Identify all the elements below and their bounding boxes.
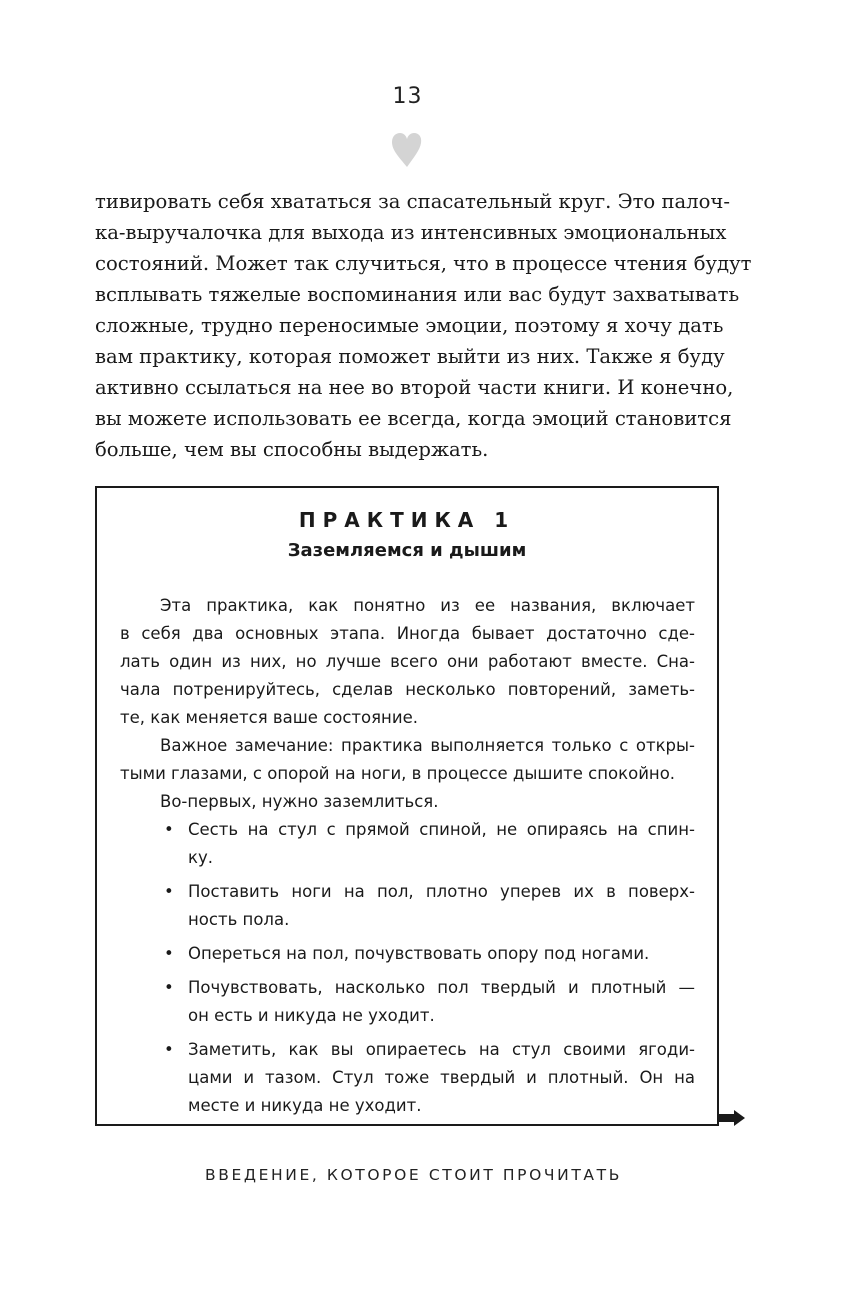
bullet-item: • Сесть на стул с прямой спиной, не опираясь на спин- [120, 816, 695, 844]
body-line: сложные, трудно переносимые эмоции, поэтому я хочу дать [95, 314, 724, 337]
bullet-item-continuation: ность пола. [188, 910, 290, 929]
page-number: 13 [392, 84, 423, 109]
bullet-item: • Опереться на пол, почувствовать опору под ногами. [120, 940, 695, 968]
body-line: больше, чем вы способны выдержать. [95, 438, 489, 461]
body-line: состояний. Может так случиться, что в процессе чтения будут [95, 252, 752, 275]
body-line: вам практику, которая поможет выйти из них. Также я буду [95, 345, 725, 368]
practice-intro-line: чала потренируйтесь, сделав несколько повторений, заметь- [120, 680, 695, 699]
body-line: активно ссылаться на нее во второй части книги. И конечно, [95, 376, 734, 399]
body-line: ка-выручалочка для выхода из интенсивных эмоциональных [95, 221, 727, 244]
practice-subtitle: Заземляемся и дышим [287, 540, 527, 561]
practice-step-intro: Во-первых, нужно заземлиться. [160, 792, 439, 811]
practice-body [120, 592, 695, 1120]
running-footer: ВВЕДЕНИЕ, КОТОРОЕ СТОИТ ПРОЧИТАТЬ [205, 1166, 622, 1184]
bullet-item: • Поставить ноги на пол, плотно уперев их в поверх- [120, 878, 695, 906]
practice-intro-line: те, как меняется ваше состояние. [120, 708, 418, 727]
body-line: вы можете использовать ее всегда, когда эмоций становится [95, 407, 732, 430]
bullet-item: • Почувствовать, насколько пол твердый и плотный — [120, 974, 695, 1002]
practice-intro-line: лать один из них, но лучше всего они работают вместе. Сна- [120, 652, 695, 671]
practice-note-line: тыми глазами, с опорой на ноги, в процессе дышите спокойно. [120, 764, 676, 783]
body-line: тивировать себя хвататься за спасательный круг. Это палоч- [95, 190, 730, 213]
bullet-item-continuation: месте и никуда не уходит. [188, 1096, 422, 1115]
bullet-item-continuation: ку. [188, 848, 213, 867]
practice-box [95, 486, 719, 1126]
bullet-item: • Заметить, как вы опираетесь на стул своими ягоди- [120, 1036, 695, 1064]
body-paragraph [95, 186, 752, 465]
bullet-item-continuation: цами и тазом. Стул тоже твердый и плотный. Он на [188, 1068, 695, 1087]
body-line: всплывать тяжелые воспоминания или вас будут захватывать [95, 283, 740, 306]
arrow-right-icon [719, 1110, 745, 1126]
practice-heading: ПРАКТИКА 1 [298, 508, 516, 532]
practice-note-line: Важное замечание: практика выполняется только с откры- [160, 736, 695, 755]
practice-intro-line: Эта практика, как понятно из ее названия, включает [160, 596, 695, 615]
practice-intro-line: в себя два основных этапа. Иногда бывает достаточно сде- [120, 624, 695, 643]
heart-icon [390, 132, 424, 168]
bullet-item-continuation: он есть и никуда не уходит. [188, 1006, 435, 1025]
